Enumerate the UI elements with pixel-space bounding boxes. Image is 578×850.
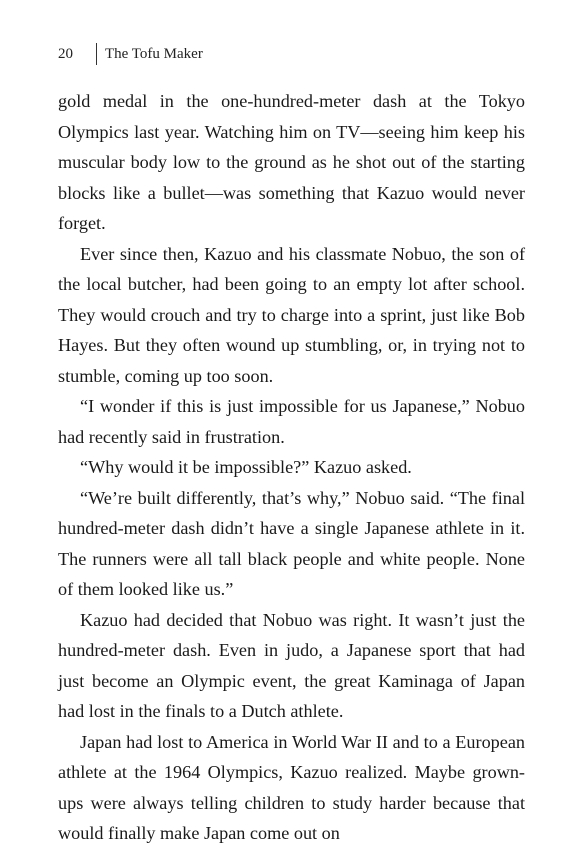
running-header xyxy=(58,43,203,65)
paragraph: “I wonder if this is just impossible for us Japanese,” Nobuo had recently said in frustration. xyxy=(58,396,525,447)
paragraph-continued: gold medal in the one-hundred-meter dash at the Tokyo Olympics last year. Watching him on TV—seeing him keep his muscular body low to the ground as he shot out of the starting blocks like a bullet—was something that Kazuo would never forget. xyxy=(58,91,525,233)
page-number: 20 xyxy=(58,45,73,62)
paragraph: Japan had lost to America in World War II and to a European athlete at the 1964 Olympics, Kazuo realized. Maybe grown-ups were always telling children to study harder because that would finally make Japan come out on xyxy=(58,731,525,843)
paragraph: “We’re built differently, that’s why,” Nobuo said. “The final hundred-meter dash didn’t have a single Japanese athlete in it. The runners were all tall black people and white people. None of them looked like us.” xyxy=(58,487,525,599)
header-divider xyxy=(96,43,97,65)
book-title: The Tofu Maker xyxy=(105,45,203,62)
paragraph: Kazuo had decided that Nobuo was right. It wasn’t just the hundred-meter dash. Even in judo, a Japanese sport that had just become an Olympic event, the great Kaminaga of Japan had lost in the finals to a Dutch athlete. xyxy=(58,609,525,721)
body-text xyxy=(58,86,525,849)
paragraph: Ever since then, Kazuo and his classmate Nobuo, the son of the local butcher, had been going to an empty lot after school. They would crouch and try to charge into a sprint, just like Bob Hayes. But they often wound up stumbling, or, in trying not to stumble, coming up too soon. xyxy=(58,243,525,386)
paragraph: “Why would it be impossible?” Kazuo asked. xyxy=(80,457,412,477)
